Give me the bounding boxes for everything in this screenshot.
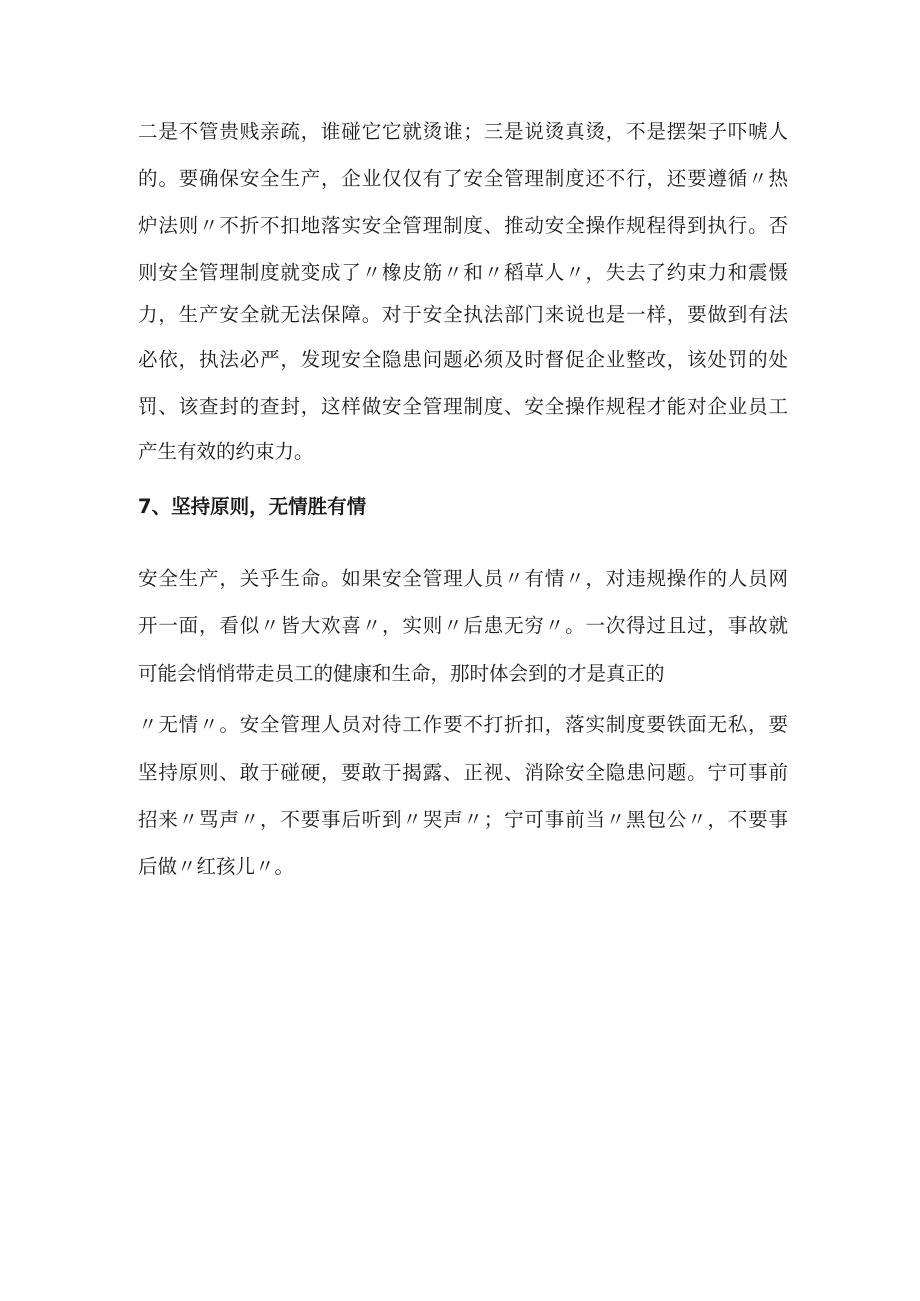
paragraph-line: 的。要确保安全生产，企业仅仅有了安全管理制度还不行，还要遵循〃热 — [138, 167, 788, 190]
paragraph-line: 则安全管理制度就变成了〃橡皮筋〃和〃稻草人〃，失去了约束力和震慑 — [138, 261, 788, 284]
paragraph-line: 〃无情〃。安全管理人员对待工作要不打折扣，落实制度要铁面无私，要 — [138, 713, 788, 736]
paragraph-line: 可能会悄悄带走员工的健康和生命，那时体会到的才是真正的 — [138, 662, 665, 685]
paragraph-line: 炉法则〃不折不扣地落实安全管理制度、推动安全操作规程得到执行。否 — [138, 214, 788, 237]
paragraph-line: 必依，执法必严，发现安全隐患问题必须及时督促企业整改，该处罚的处 — [138, 348, 788, 371]
section-heading: 7、坚持原则，无情胜有情 — [138, 495, 367, 518]
paragraph-line: 罚、该查封的查封，这样做安全管理制度、安全操作规程才能对企业员工 — [138, 395, 788, 418]
paragraph-line: 开一面，看似〃皆大欢喜〃，实则〃后患无穷〃。一次得过且过，事故就 — [138, 614, 788, 637]
paragraph-line: 产生有效的约束力。 — [138, 440, 314, 463]
paragraph-line: 后做〃红孩儿〃。 — [138, 855, 295, 878]
paragraph-line: 坚持原则、敢于碰硬，要敢于揭露、正视、消除安全隐患问题。宁可事前 — [138, 761, 788, 784]
paragraph-line: 招来〃骂声〃，不要事后听到〃哭声〃；宁可事前当〃黑包公〃，不要事 — [138, 808, 788, 831]
paragraph-line: 力，生产安全就无法保障。对于安全执法部门来说也是一样，要做到有法 — [138, 303, 788, 326]
paragraph-line: 安全生产，关乎生命。如果安全管理人员〃有情〃，对违规操作的人员网 — [138, 567, 788, 590]
paragraph-line: 二是不管贵贱亲疏，谁碰它它就烫谁；三是说烫真烫，不是摆架子吓唬人 — [138, 120, 788, 143]
